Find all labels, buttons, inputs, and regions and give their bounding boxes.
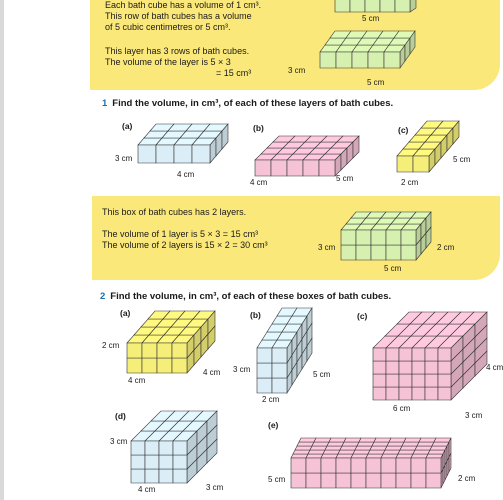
q2e-box-front-cell bbox=[381, 458, 396, 473]
q2c-depth-label: 3 cm bbox=[465, 411, 483, 420]
q2e-box-top-cell bbox=[387, 442, 404, 446]
q2d-box-front-cell bbox=[159, 455, 173, 469]
q2a-box-front-cell bbox=[142, 343, 157, 358]
q2e-box-top-cell bbox=[381, 454, 398, 458]
q2c-box-front-cell bbox=[425, 387, 438, 400]
q2e-box-top-cell bbox=[291, 454, 308, 458]
q2e-box-top-cell bbox=[310, 446, 327, 450]
box-example-line-3: The volume of 2 layers is 15 × 2 = 30 cm³ bbox=[102, 240, 268, 250]
q1a-depth-label: 3 cm bbox=[115, 154, 133, 163]
q2e-box-top-cell bbox=[353, 450, 370, 454]
layer-line-3: = 15 cm³ bbox=[216, 68, 252, 78]
q2e-box-top-cell bbox=[295, 446, 312, 450]
q2b-depth-label: 5 cm bbox=[313, 370, 331, 379]
q2e-box-front-cell bbox=[381, 473, 396, 488]
q2e-box-top-cell bbox=[385, 446, 402, 450]
q2d-box-front-cell bbox=[159, 469, 173, 483]
q2c-width-label: 6 cm bbox=[393, 404, 411, 413]
q2e-box-front-cell bbox=[351, 473, 366, 488]
q2c-box-front-cell bbox=[412, 374, 425, 387]
q2b-box-front-cell bbox=[257, 363, 272, 378]
q2e-box-side-cell bbox=[449, 438, 451, 457]
q2e-box-top-cell bbox=[312, 442, 329, 446]
q2e-box-top-cell bbox=[308, 450, 325, 454]
q2c-box-front-cell bbox=[412, 361, 425, 374]
q2e-box-top-cell bbox=[426, 454, 443, 458]
q2c-box-front-cell bbox=[373, 387, 386, 400]
q2c-box-front-cell bbox=[399, 361, 412, 374]
q2e-box-top-cell bbox=[402, 442, 419, 446]
q1b-layer-front-cell bbox=[319, 160, 335, 176]
q2e-box-front-cell bbox=[396, 473, 411, 488]
q1a-width-label: 4 cm bbox=[177, 170, 195, 179]
layer-line-2: The volume of the layer is 5 × 3 bbox=[105, 57, 231, 67]
q2e-box-front-cell bbox=[426, 473, 441, 488]
q1c-layer-front-cell bbox=[397, 156, 413, 172]
q2e-box-top-cell bbox=[415, 446, 432, 450]
q2a-box-front-cell bbox=[142, 358, 157, 373]
q1b-label: (b) bbox=[253, 123, 264, 133]
q2d-label: (d) bbox=[115, 411, 126, 421]
q2a-box-front-cell bbox=[172, 358, 187, 373]
q2d-box-front-cell bbox=[145, 455, 159, 469]
q2e-box-top-cell bbox=[338, 450, 355, 454]
q2e-box-top-cell bbox=[340, 446, 357, 450]
q2e-box-top-cell bbox=[314, 438, 331, 442]
q2e-box-front-cell bbox=[306, 473, 321, 488]
q2e-box-top-cell bbox=[419, 438, 436, 442]
q1c-layer-front-cell bbox=[413, 156, 429, 172]
q2e-box-top-cell bbox=[359, 438, 376, 442]
q2b-height-label: 3 cm bbox=[233, 365, 251, 374]
q2e-label: (e) bbox=[268, 420, 279, 430]
q2d-width-label: 4 cm bbox=[138, 485, 156, 494]
q2e-box-top-cell bbox=[342, 442, 359, 446]
q2e-box-top-cell bbox=[434, 438, 451, 442]
q2c-box-front-cell bbox=[412, 387, 425, 400]
q2c-box-front-cell bbox=[425, 348, 438, 361]
q2e-box-top-cell bbox=[327, 442, 344, 446]
q2e-box-top-cell bbox=[297, 442, 314, 446]
q2d-box-front-cell bbox=[173, 441, 187, 455]
q2e-box-front-cell bbox=[291, 473, 306, 488]
q2d-depth-label: 3 cm bbox=[206, 483, 224, 492]
q2e-box-top-cell bbox=[396, 454, 413, 458]
box-example-front-cell bbox=[401, 245, 416, 260]
q2-text: Find the volume, in cm³, of each of these boxes of bath cubes. bbox=[110, 291, 392, 302]
q2e-box-top-cell bbox=[400, 446, 417, 450]
q2e-box-top-cell bbox=[368, 450, 385, 454]
box-example-front-cell bbox=[371, 230, 386, 245]
q2e-box-front-cell bbox=[396, 458, 411, 473]
q2e-box-front-cell bbox=[411, 458, 426, 473]
q2e-box-top-cell bbox=[413, 450, 430, 454]
q2e-box-top-cell bbox=[351, 454, 368, 458]
q2a-box-front-cell bbox=[172, 343, 187, 358]
intro-layer-front-cell bbox=[320, 52, 336, 68]
q2a-box-front-cell bbox=[157, 343, 172, 358]
q1a-layer-front-cell bbox=[174, 145, 192, 163]
intro-row-side-cell bbox=[410, 0, 416, 12]
q1-number: 1 bbox=[102, 98, 108, 109]
q2e-box-top-cell bbox=[370, 446, 387, 450]
intro-row-front-cell bbox=[380, 0, 395, 12]
q1b-depth-label: 4 cm bbox=[250, 178, 268, 187]
q2e-box-top-cell bbox=[306, 454, 323, 458]
q1a-layer-front-cell bbox=[156, 145, 174, 163]
q2b-box-front-cell bbox=[272, 363, 287, 378]
intro-line-2: This row of bath cubes has a volume bbox=[105, 11, 252, 21]
q2e-box-front-cell bbox=[366, 473, 381, 488]
q2c-box-front-cell bbox=[373, 348, 386, 361]
q2d-box-front-cell bbox=[173, 455, 187, 469]
q2e-box-top-cell bbox=[336, 454, 353, 458]
q1a-label: (a) bbox=[122, 121, 133, 131]
q2e-box-top-cell bbox=[432, 442, 449, 446]
intro-line-1: Each bath cube has a volume of 1 cm³. bbox=[105, 0, 262, 10]
intro-line-3: of 5 cubic centimetres or 5 cm³. bbox=[105, 22, 231, 32]
box-example-height-label: 2 cm bbox=[437, 243, 455, 252]
q2e-box-top-cell bbox=[430, 446, 447, 450]
q2e-box-top-cell bbox=[344, 438, 361, 442]
q2e-box-top-cell bbox=[411, 454, 428, 458]
q2-number: 2 bbox=[100, 291, 106, 302]
q2a-width-label: 4 cm bbox=[128, 376, 146, 385]
q2a-box-front-cell bbox=[127, 358, 142, 373]
box-example-line-2: The volume of 1 layer is 5 × 3 = 15 cm³ bbox=[102, 229, 259, 239]
q1b-layer-front-cell bbox=[255, 160, 271, 176]
top-row-width-label: 5 cm bbox=[362, 14, 380, 23]
q2d-box-front-cell bbox=[145, 469, 159, 483]
q1b-width-label: 5 cm bbox=[336, 174, 354, 183]
q2e-box-top-cell bbox=[321, 454, 338, 458]
q2d-box-front-cell bbox=[131, 455, 145, 469]
q2e-box-front-cell bbox=[426, 458, 441, 473]
q2e-box-front-cell bbox=[336, 473, 351, 488]
q2e-box-top-cell bbox=[383, 450, 400, 454]
q2a-box-front-cell bbox=[127, 343, 142, 358]
q1c-depth-label: 5 cm bbox=[453, 155, 471, 164]
q1-text: Find the volume, in cm³, of each of these layers of bath cubes. bbox=[112, 98, 394, 109]
box-example-front-cell bbox=[356, 230, 371, 245]
q1a-layer-front-cell bbox=[138, 145, 156, 163]
q2d-box-front-cell bbox=[131, 441, 145, 455]
q2e-box-top-cell bbox=[293, 450, 310, 454]
q2e-box-front-cell bbox=[351, 458, 366, 473]
q2d-box-front-cell bbox=[145, 441, 159, 455]
box-example-line-1: This box of bath cubes has 2 layers. bbox=[102, 207, 247, 217]
q2d-box-front-cell bbox=[173, 469, 187, 483]
q2e-box-top-cell bbox=[357, 442, 374, 446]
q2e-box-top-cell bbox=[325, 446, 342, 450]
q2e-box-front-cell bbox=[321, 473, 336, 488]
q1b-layer-front-cell bbox=[271, 160, 287, 176]
q2c-box-front-cell bbox=[399, 348, 412, 361]
q2e-depth-label: 5 cm bbox=[268, 475, 286, 484]
q2c-box-front-cell bbox=[399, 374, 412, 387]
q2c-box-front-cell bbox=[399, 387, 412, 400]
intro-row-front-cell bbox=[395, 0, 410, 12]
q1a-layer-front-cell bbox=[192, 145, 210, 163]
q2d-height-label: 3 cm bbox=[110, 437, 128, 446]
q2b-box-front-cell bbox=[272, 348, 287, 363]
q2e-box-top-cell bbox=[323, 450, 340, 454]
box-example-front-cell bbox=[371, 245, 386, 260]
intro-layer-front-cell bbox=[352, 52, 368, 68]
q2c-box-front-cell bbox=[386, 348, 399, 361]
box-example-front-cell bbox=[386, 245, 401, 260]
box-example-front-cell bbox=[341, 230, 356, 245]
q2e-box-top-cell bbox=[372, 442, 389, 446]
intro-layer-front-cell bbox=[384, 52, 400, 68]
q2a-label: (a) bbox=[120, 308, 131, 318]
q2c-label: (c) bbox=[357, 311, 368, 321]
q2e-box-top-cell bbox=[428, 450, 445, 454]
q1b-layer-front-cell bbox=[287, 160, 303, 176]
q2c-box-front-cell bbox=[438, 348, 451, 361]
q2d-box-front-cell bbox=[131, 469, 145, 483]
q2c-box-front-cell bbox=[425, 361, 438, 374]
intro-layer-front-cell bbox=[368, 52, 384, 68]
q2b-label: (b) bbox=[250, 310, 261, 320]
q2c-box-front-cell bbox=[438, 361, 451, 374]
q2e-box-front-cell bbox=[411, 473, 426, 488]
q2e-box-top-cell bbox=[398, 450, 415, 454]
q2b-box-front-cell bbox=[257, 348, 272, 363]
intro-row-front-cell bbox=[350, 0, 365, 12]
q2c-box-front-cell bbox=[425, 374, 438, 387]
box-example-width-label: 5 cm bbox=[384, 264, 402, 273]
box-example-front-cell bbox=[386, 230, 401, 245]
q2d-box-front-cell bbox=[159, 441, 173, 455]
box-example-depth-label: 3 cm bbox=[318, 243, 336, 252]
q2e-box-top-cell bbox=[299, 438, 316, 442]
q2e-box-top-cell bbox=[374, 438, 391, 442]
q1b-layer-front-cell bbox=[303, 160, 319, 176]
q2c-box-front-cell bbox=[386, 374, 399, 387]
q2e-box-front-cell bbox=[291, 458, 306, 473]
q2e-box-top-cell bbox=[329, 438, 346, 442]
box-example-front-cell bbox=[356, 245, 371, 260]
box-example-front-cell bbox=[401, 230, 416, 245]
q2e-box-front-cell bbox=[306, 458, 321, 473]
layer-line-1: This layer has 3 rows of bath cubes. bbox=[105, 46, 250, 56]
q1c-width-label: 2 cm bbox=[401, 178, 419, 187]
q2c-height-label: 4 cm bbox=[486, 363, 503, 372]
q2c-box-front-cell bbox=[412, 348, 425, 361]
q2c-box-front-cell bbox=[373, 374, 386, 387]
intro-layer-front-cell bbox=[336, 52, 352, 68]
q2c-box-front-cell bbox=[438, 387, 451, 400]
q2e-box-top-cell bbox=[366, 454, 383, 458]
q2b-box-front-cell bbox=[272, 378, 287, 393]
intro-row-front-cell bbox=[365, 0, 380, 12]
q2e-box-top-cell bbox=[417, 442, 434, 446]
q2e-box-front-cell bbox=[321, 458, 336, 473]
intro-row-front-cell bbox=[335, 0, 350, 12]
q2e-box-top-cell bbox=[389, 438, 406, 442]
q2a-box-front-cell bbox=[157, 358, 172, 373]
q2b-box-front-cell bbox=[257, 378, 272, 393]
layer-width-label: 5 cm bbox=[367, 78, 385, 87]
q2c-box-front-cell bbox=[386, 361, 399, 374]
q2e-box-top-cell bbox=[404, 438, 421, 442]
q1c-label: (c) bbox=[398, 125, 409, 135]
q2c-box-front-cell bbox=[438, 374, 451, 387]
q2c-box-front-cell bbox=[386, 387, 399, 400]
q2e-box-front-cell bbox=[366, 458, 381, 473]
q2e-box-top-cell bbox=[355, 446, 372, 450]
q2a-height-label: 2 cm bbox=[102, 341, 120, 350]
q2a-depth-label: 4 cm bbox=[203, 368, 221, 377]
box-example-front-cell bbox=[341, 245, 356, 260]
q2c-box-front-cell bbox=[373, 361, 386, 374]
q2e-box-front-cell bbox=[336, 458, 351, 473]
q2e-height-label: 2 cm bbox=[458, 474, 476, 483]
q2b-width-label: 2 cm bbox=[262, 395, 280, 404]
layer-depth-label: 3 cm bbox=[288, 66, 306, 75]
